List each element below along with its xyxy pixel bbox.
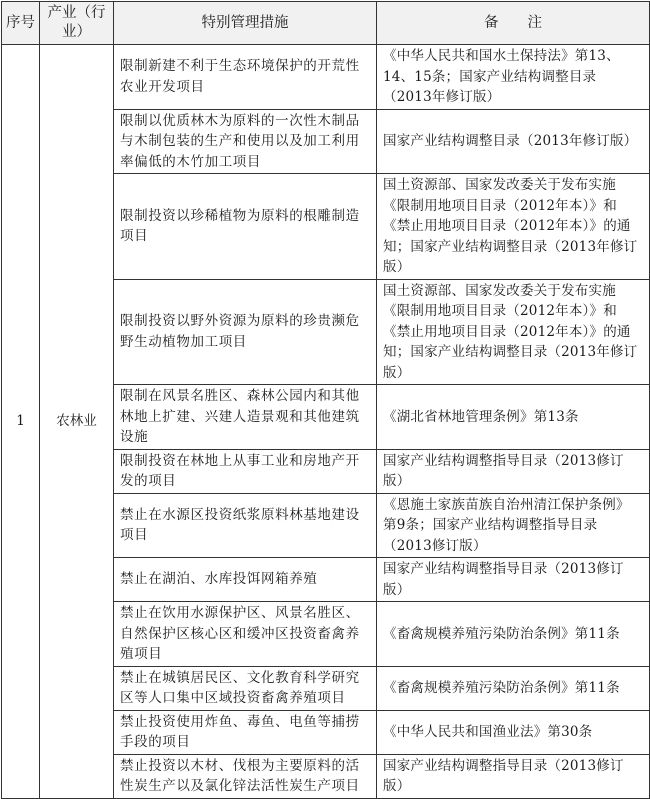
measure-cell: 禁止在湖泊、水库投饵网箱养殖 xyxy=(114,558,377,602)
note-cell: 国家产业结构调整指导目录（2013修订版） xyxy=(377,754,650,798)
measure-cell: 限制新建不利于生态环境保护的开荒性农业开发项目 xyxy=(114,45,377,110)
header-industry: 产业（行业） xyxy=(40,2,114,45)
measure-cell: 禁止在水源区投资纸浆原料林基地建设项目 xyxy=(114,493,377,558)
seq-cell: 1 xyxy=(2,45,40,799)
measure-cell: 禁止在饮用水源保护区、风景名胜区、自然保护区核心区和缓冲区投资畜禽养殖项目 xyxy=(114,602,377,667)
measure-cell: 限制投资以珍稀植物为原料的根雕制造项目 xyxy=(114,174,377,280)
note-cell: 国土资源部、国家发改委关于发布实施《限制用地项目目录（2012年本）》和《禁止用地项目目录（2012年本）》的通知；国家产业结构调整目录（2013年修订版） xyxy=(377,279,650,385)
measure-cell: 禁止投资使用炸鱼、毒鱼、电鱼等捕捞手段的项目 xyxy=(114,710,377,754)
note-cell: 国土资源部、国家发改委关于发布实施《限制用地项目目录（2012年本）》和《禁止用地项目目录（2012年本）》的通知；国家产业结构调整目录（2013年修订版） xyxy=(377,174,650,280)
note-cell: 《湖北省林地管理条例》第13条 xyxy=(377,385,650,450)
note-cell: 国家产业结构调整指导目录（2013修订版） xyxy=(377,449,650,493)
header-measures: 特别管理措施 xyxy=(114,2,377,45)
note-cell: 《畜禽规模养殖污染防治条例》第11条 xyxy=(377,666,650,710)
industry-cell: 农林业 xyxy=(40,45,114,799)
measure-cell: 禁止投资以木材、伐根为主要原料的活性炭生产以及氯化锌法活性炭生产项目 xyxy=(114,754,377,798)
table-row xyxy=(2,45,650,110)
measure-cell: 限制投资在林地上从事工业和房地产开发的项目 xyxy=(114,449,377,493)
measure-cell: 限制在风景名胜区、森林公园内和其他林地上扩建、兴建人造景观和其他建筑设施 xyxy=(114,385,377,450)
note-cell: 《畜禽规模养殖污染防治条例》第11条 xyxy=(377,602,650,667)
header-notes: 备 注 xyxy=(377,2,650,45)
note-cell: 《中华人民共和国水土保持法》第13、14、15条；国家产业结构调整目录（2013年修订版） xyxy=(377,45,650,110)
measures-table xyxy=(1,1,650,799)
note-cell: 《恩施土家族苗族自治州清江保护条例》第9条；国家产业结构调整指导目录（2013修订版） xyxy=(377,493,650,558)
note-cell: 国家产业结构调整指导目录（2013修订版） xyxy=(377,558,650,602)
note-cell: 国家产业结构调整目录（2013年修订版） xyxy=(377,109,650,174)
measure-cell: 限制投资以野外资源为原料的珍贵濒危野生动植物加工项目 xyxy=(114,279,377,385)
measure-cell: 禁止在城镇居民区、文化教育科学研究区等人口集中区域投资畜禽养殖项目 xyxy=(114,666,377,710)
header-row xyxy=(2,2,650,45)
measure-cell: 限制以优质林木为原料的一次性木制品与木制包装的生产和使用以及加工利用率偏低的木竹加工项目 xyxy=(114,109,377,174)
header-seq: 序号 xyxy=(2,2,40,45)
note-cell: 《中华人民共和国渔业法》第30条 xyxy=(377,710,650,754)
